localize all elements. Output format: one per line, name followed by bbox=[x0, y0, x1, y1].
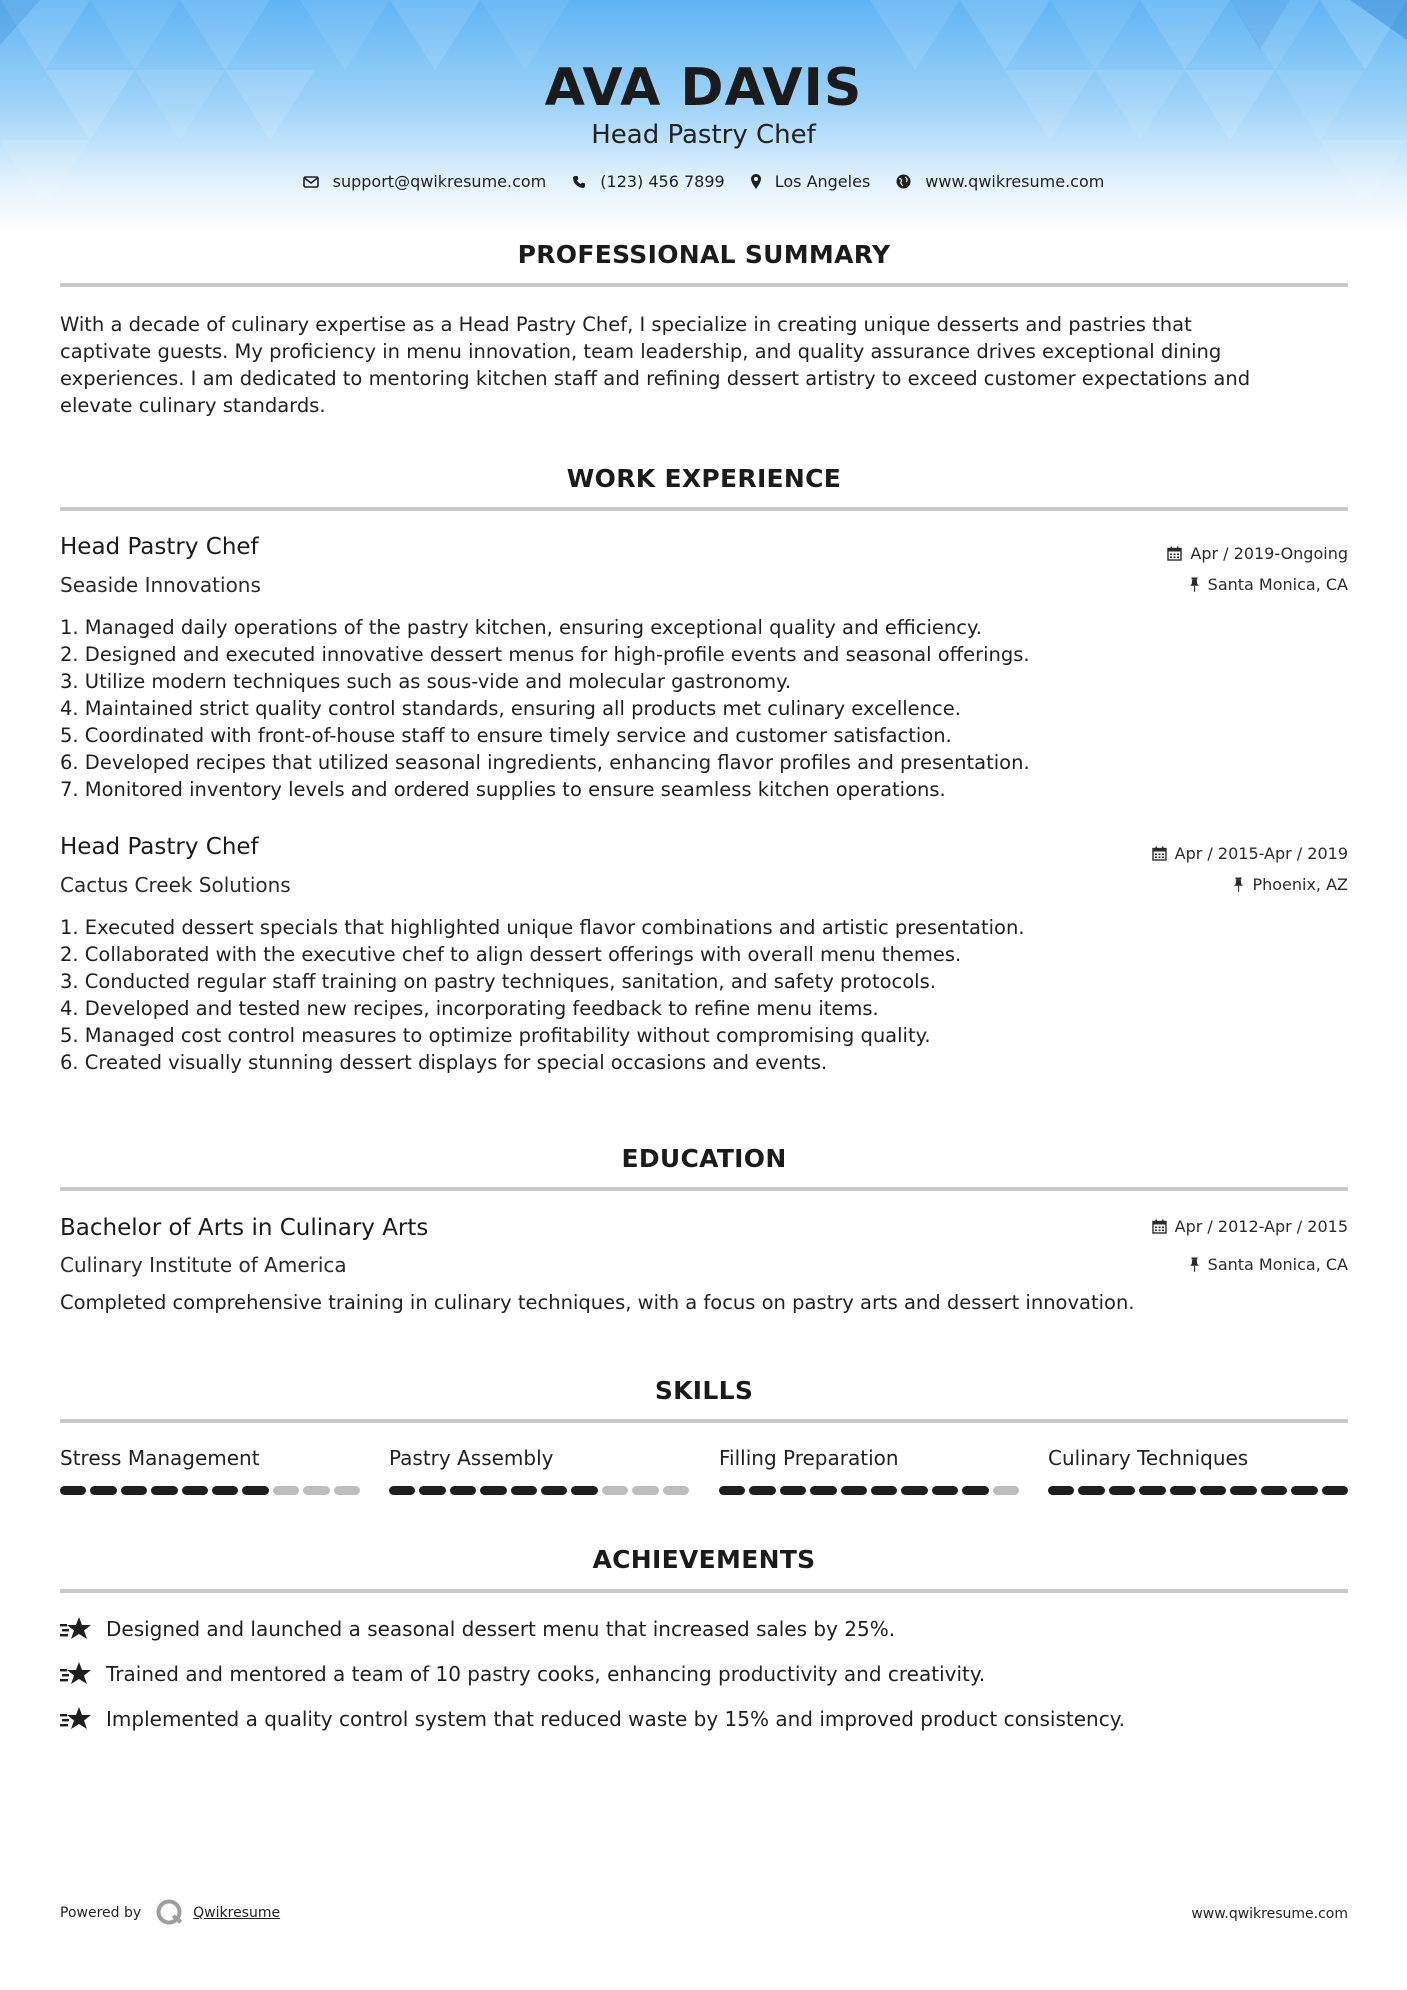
skill-level-segment-empty bbox=[632, 1486, 658, 1495]
skill-level-segment-filled bbox=[780, 1486, 806, 1495]
achievements-divider bbox=[60, 1589, 1348, 1593]
skill-level-segment-filled bbox=[121, 1486, 147, 1495]
experience-divider bbox=[60, 507, 1348, 511]
skill-item bbox=[719, 1446, 1019, 1495]
calendar-icon bbox=[1152, 1219, 1167, 1234]
envelope-icon bbox=[303, 175, 319, 189]
skill-level-meter bbox=[719, 1486, 1019, 1495]
location-text: Phoenix, AZ bbox=[1252, 875, 1348, 894]
skill-level-segment-filled bbox=[749, 1486, 775, 1495]
contact-bar bbox=[0, 172, 1407, 191]
summary-line: captivate guests. My proficiency in menu innovation, team leadership, and quality assurance drives exceptional dining bbox=[60, 340, 1222, 363]
skills-heading: SKILLS bbox=[654, 1376, 754, 1405]
job-bullet: 3. Conducted regular staff training on pastry techniques, sanitation, and safety protocols. bbox=[60, 970, 936, 993]
contact-location bbox=[751, 172, 871, 191]
skill-level-segment-filled bbox=[419, 1486, 445, 1495]
skill-level-segment-filled bbox=[901, 1486, 927, 1495]
skill-level-segment-filled bbox=[1078, 1486, 1104, 1495]
skill-level-segment-filled bbox=[212, 1486, 238, 1495]
skill-level-segment-filled bbox=[1291, 1486, 1317, 1495]
job-location bbox=[1233, 875, 1348, 894]
skill-level-segment-empty bbox=[303, 1486, 329, 1495]
skill-level-segment-filled bbox=[182, 1486, 208, 1495]
skill-level-segment-filled bbox=[389, 1486, 415, 1495]
job-bullet: 3. Utilize modern techniques such as sous-vide and molecular gastronomy. bbox=[60, 670, 792, 693]
skill-level-segment-filled bbox=[571, 1486, 597, 1495]
education-location bbox=[1189, 1255, 1348, 1274]
job-bullet: 2. Designed and executed innovative dessert menus for high-profile events and seasonal offerings. bbox=[60, 643, 1030, 666]
job-bullet: 1. Executed dessert specials that highlighted unique flavor combinations and artistic presentation. bbox=[60, 916, 1025, 939]
achievement-text: Designed and launched a seasonal dessert menu that increased sales by 25%. bbox=[106, 1617, 896, 1641]
achievement-text: Implemented a quality control system that reduced waste by 15% and improved product consistency. bbox=[106, 1707, 1126, 1731]
skill-item bbox=[389, 1446, 689, 1495]
summary-line: experiences. I am dedicated to mentoring kitchen staff and refining dessert artistry to exceed customer expectations and bbox=[60, 367, 1251, 390]
skill-level-segment-filled bbox=[1139, 1486, 1165, 1495]
summary-text bbox=[60, 311, 1350, 419]
job-bullet: 6. Created visually stunning dessert displays for special occasions and events. bbox=[60, 1051, 828, 1074]
location-text: Santa Monica, CA bbox=[1207, 575, 1348, 594]
contact-website[interactable] bbox=[896, 172, 1104, 191]
job-dates bbox=[1167, 544, 1348, 563]
achievement-item bbox=[60, 1660, 985, 1688]
job-bullet: 5. Managed cost control measures to optimize profitability without compromising quality. bbox=[60, 1024, 931, 1047]
qwikresume-link[interactable]: Qwikresume bbox=[193, 1905, 281, 1921]
job-bullet: 5. Coordinated with front-of-house staff to ensure timely service and customer satisfaction. bbox=[60, 724, 952, 747]
skill-name: Filling Preparation bbox=[719, 1446, 899, 1470]
skill-level-segment-empty bbox=[993, 1486, 1019, 1495]
skill-level-segment-filled bbox=[450, 1486, 476, 1495]
job-title: Head Pastry Chef bbox=[60, 534, 259, 560]
education-heading: EDUCATION bbox=[621, 1144, 787, 1173]
skill-level-segment-filled bbox=[719, 1486, 745, 1495]
skill-level-segment-filled bbox=[1200, 1486, 1226, 1495]
shooting-star-icon bbox=[60, 1660, 92, 1688]
job-company: Seaside Innovations bbox=[60, 573, 261, 597]
job-bullet: 6. Developed recipes that utilized seasonal ingredients, enhancing flavor profiles and presentation. bbox=[60, 751, 1030, 774]
skill-level-segment-filled bbox=[1261, 1486, 1287, 1495]
skill-name: Culinary Techniques bbox=[1048, 1446, 1249, 1470]
skill-item bbox=[60, 1446, 360, 1495]
globe-icon bbox=[896, 174, 911, 189]
phone-icon bbox=[572, 175, 586, 189]
skill-level-segment-filled bbox=[962, 1486, 988, 1495]
location-text: Santa Monica, CA bbox=[1207, 1255, 1348, 1274]
skill-level-segment-filled bbox=[60, 1486, 86, 1495]
skill-name: Pastry Assembly bbox=[389, 1446, 554, 1470]
website-text: www.qwikresume.com bbox=[925, 172, 1105, 191]
achievement-item bbox=[60, 1705, 1125, 1733]
skill-level-segment-filled bbox=[810, 1486, 836, 1495]
education-divider bbox=[60, 1187, 1348, 1191]
school-name: Culinary Institute of America bbox=[60, 1253, 347, 1277]
candidate-title: Head Pastry Chef bbox=[591, 120, 816, 150]
summary-line: elevate culinary standards. bbox=[60, 394, 326, 417]
skill-level-segment-filled bbox=[1109, 1486, 1135, 1495]
dates-text: Apr / 2019-Ongoing bbox=[1190, 544, 1348, 563]
location-text: Los Angeles bbox=[774, 172, 871, 191]
skill-level-segment-empty bbox=[334, 1486, 360, 1495]
map-pin-icon bbox=[751, 174, 761, 189]
footer-powered-by bbox=[60, 1898, 280, 1928]
job-bullet: 4. Maintained strict quality control standards, ensuring all products met culinary excellence. bbox=[60, 697, 961, 720]
skill-level-meter bbox=[1048, 1486, 1348, 1495]
skills-divider bbox=[60, 1419, 1348, 1423]
pushpin-icon bbox=[1189, 1257, 1200, 1272]
job-dates bbox=[1152, 844, 1348, 863]
email-text: support@qwikresume.com bbox=[332, 172, 547, 191]
job-bullet: 1. Managed daily operations of the pastry kitchen, ensuring exceptional quality and efficiency. bbox=[60, 616, 982, 639]
skill-level-segment-filled bbox=[1170, 1486, 1196, 1495]
job-bullet: 7. Monitored inventory levels and ordered supplies to ensure seamless kitchen operations. bbox=[60, 778, 946, 801]
job-bullets bbox=[60, 614, 1310, 803]
calendar-icon bbox=[1167, 546, 1182, 561]
skill-level-segment-empty bbox=[663, 1486, 689, 1495]
phone-text: (123) 456 7899 bbox=[600, 172, 725, 191]
education-description: Completed comprehensive training in culinary techniques, with a focus on pastry arts and dessert innovation. bbox=[60, 1291, 1135, 1314]
contact-email[interactable] bbox=[303, 172, 547, 191]
achievement-text: Trained and mentored a team of 10 pastry cooks, enhancing productivity and creativity. bbox=[106, 1662, 986, 1686]
qwikresume-logo-icon bbox=[155, 1898, 185, 1928]
skill-level-segment-filled bbox=[511, 1486, 537, 1495]
skill-level-segment-filled bbox=[480, 1486, 506, 1495]
skill-level-segment-filled bbox=[1048, 1486, 1074, 1495]
degree-title: Bachelor of Arts in Culinary Arts bbox=[60, 1215, 429, 1241]
powered-by-label: Powered by bbox=[60, 1905, 142, 1921]
education-dates bbox=[1152, 1217, 1348, 1236]
skill-level-segment-filled bbox=[841, 1486, 867, 1495]
job-company: Cactus Creek Solutions bbox=[60, 873, 291, 897]
summary-line: With a decade of culinary expertise as a Head Pastry Chef, I specialize in creating unique desserts and pastries that bbox=[60, 313, 1192, 336]
pushpin-icon bbox=[1189, 577, 1200, 592]
job-bullet: 2. Collaborated with the executive chef to align dessert offerings with overall menu themes. bbox=[60, 943, 962, 966]
skill-level-segment-filled bbox=[541, 1486, 567, 1495]
footer-website[interactable]: www.qwikresume.com bbox=[1191, 1906, 1348, 1922]
skill-level-segment-filled bbox=[1230, 1486, 1256, 1495]
skill-level-segment-filled bbox=[90, 1486, 116, 1495]
dates-text: Apr / 2015-Apr / 2019 bbox=[1174, 844, 1348, 863]
job-location bbox=[1189, 575, 1348, 594]
skill-level-meter bbox=[60, 1486, 360, 1495]
skill-level-segment-empty bbox=[602, 1486, 628, 1495]
summary-divider bbox=[60, 283, 1348, 287]
calendar-icon bbox=[1152, 846, 1167, 861]
skill-level-segment-filled bbox=[151, 1486, 177, 1495]
job-bullets bbox=[60, 914, 1310, 1076]
dates-text: Apr / 2012-Apr / 2015 bbox=[1174, 1217, 1348, 1236]
skill-level-meter bbox=[389, 1486, 689, 1495]
skill-name: Stress Management bbox=[60, 1446, 260, 1470]
job-title: Head Pastry Chef bbox=[60, 834, 259, 860]
skill-level-segment-filled bbox=[242, 1486, 268, 1495]
job-bullet: 4. Developed and tested new recipes, incorporating feedback to refine menu items. bbox=[60, 997, 879, 1020]
candidate-name: AVA DAVIS bbox=[544, 58, 863, 118]
achievements-heading: ACHIEVEMENTS bbox=[592, 1545, 816, 1574]
shooting-star-icon bbox=[60, 1615, 92, 1643]
skill-item bbox=[1048, 1446, 1348, 1495]
skill-level-segment-filled bbox=[871, 1486, 897, 1495]
shooting-star-icon bbox=[60, 1705, 92, 1733]
achievement-item bbox=[60, 1615, 895, 1643]
skill-level-segment-empty bbox=[273, 1486, 299, 1495]
contact-phone[interactable] bbox=[572, 172, 724, 191]
experience-heading: WORK EXPERIENCE bbox=[566, 464, 842, 493]
skill-level-segment-filled bbox=[1322, 1486, 1348, 1495]
skill-level-segment-filled bbox=[932, 1486, 958, 1495]
pushpin-icon bbox=[1233, 877, 1244, 892]
summary-heading: PROFESSIONAL SUMMARY bbox=[517, 240, 891, 269]
